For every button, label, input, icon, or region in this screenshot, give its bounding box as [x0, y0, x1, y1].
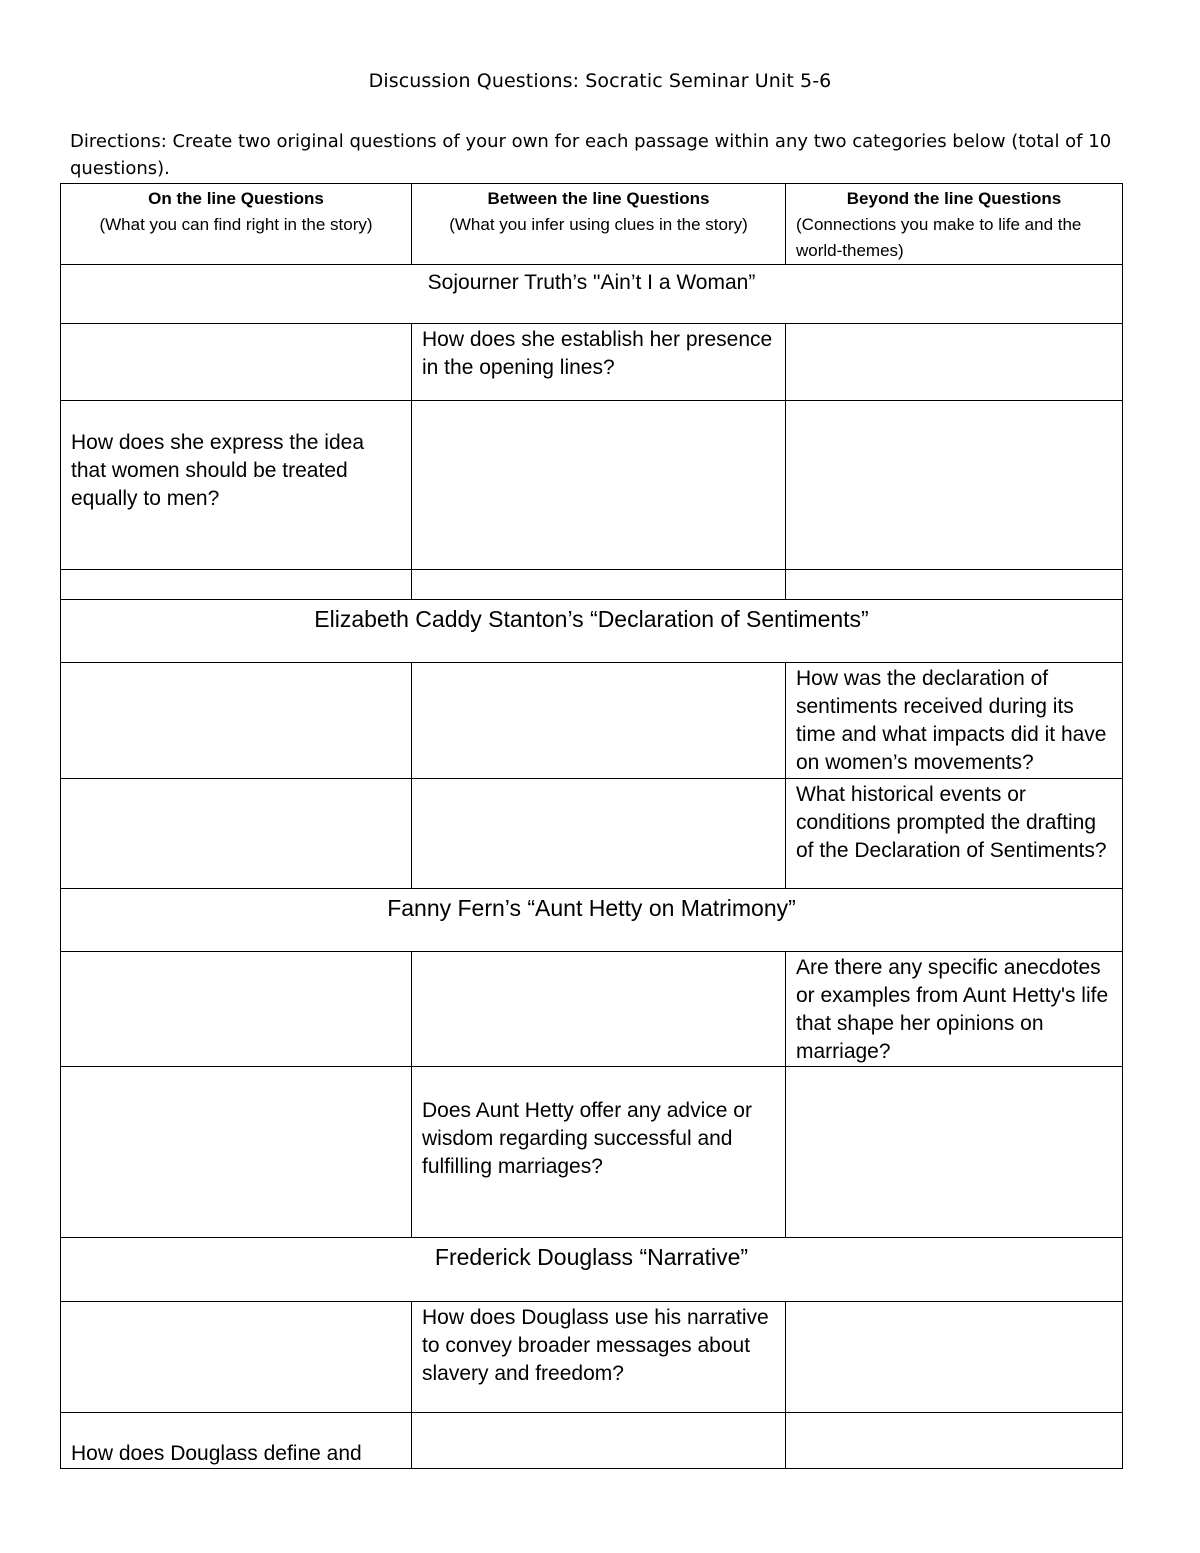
- passage-row: [61, 889, 1123, 952]
- between-the-line-cell: [412, 570, 786, 600]
- questions-table: [60, 183, 1123, 1469]
- table-row: [61, 1413, 1123, 1469]
- between-the-line-cell: How does she establish her presence in the opening lines?: [412, 324, 786, 401]
- passage-title: Sojourner Truth’s "Ain’t I a Woman”: [61, 265, 1123, 324]
- column-subheading: (What you can find right in the story): [99, 215, 373, 234]
- column-heading: On the line Questions: [148, 189, 324, 208]
- between-the-line-cell: [412, 1413, 786, 1469]
- on-the-line-cell: [61, 1302, 412, 1413]
- column-header-beyond-the-line: [786, 184, 1123, 265]
- beyond-the-line-cell: What historical events or conditions prompted the drafting of the Declaration of Sentiments?: [786, 779, 1123, 889]
- beyond-the-line-cell: Are there any specific anecdotes or examples from Aunt Hetty's life that shape her opinions on marriage?: [786, 952, 1123, 1067]
- between-the-line-cell: How does Douglass use his narrative to convey broader messages about slavery and freedom?: [412, 1302, 786, 1413]
- table-row: [61, 1302, 1123, 1413]
- beyond-the-line-cell: [786, 1413, 1123, 1469]
- on-the-line-cell: [61, 570, 412, 600]
- between-the-line-cell: [412, 401, 786, 570]
- page-title: Discussion Questions: Socratic Seminar Unit 5-6: [368, 70, 832, 92]
- on-the-line-cell: [61, 1067, 412, 1238]
- passage-title: Frederick Douglass “Narrative”: [61, 1238, 1123, 1302]
- column-subheading: (What you infer using clues in the story): [449, 215, 748, 234]
- beyond-the-line-cell: [786, 1302, 1123, 1413]
- table-row: [61, 570, 1123, 600]
- passage-title: Fanny Fern’s “Aunt Hetty on Matrimony”: [61, 889, 1123, 952]
- beyond-the-line-cell: [786, 324, 1123, 401]
- between-the-line-cell: Does Aunt Hetty offer any advice or wisdom regarding successful and fulfilling marriages?: [412, 1067, 786, 1238]
- between-the-line-cell: [412, 779, 786, 889]
- table-row: [61, 779, 1123, 889]
- beyond-the-line-cell: [786, 1067, 1123, 1238]
- table-row: [61, 324, 1123, 401]
- on-the-line-cell: How does Douglass define and: [61, 1413, 412, 1469]
- column-header-between-the-line: [412, 184, 786, 265]
- table-header-row: [61, 184, 1123, 265]
- on-the-line-cell: How does she express the idea that women should be treated equally to men?: [61, 401, 412, 570]
- table-row: [61, 952, 1123, 1067]
- beyond-the-line-cell: [786, 570, 1123, 600]
- passage-title: Elizabeth Caddy Stanton’s “Declaration of Sentiments”: [61, 600, 1123, 663]
- beyond-the-line-cell: [786, 401, 1123, 570]
- table-row: [61, 1067, 1123, 1238]
- table-row: [61, 663, 1123, 779]
- between-the-line-cell: [412, 952, 786, 1067]
- on-the-line-cell: [61, 324, 412, 401]
- passage-row: [61, 1238, 1123, 1302]
- between-the-line-cell: [412, 663, 786, 779]
- beyond-the-line-cell: How was the declaration of sentiments received during its time and what impacts did it have on women’s movements?: [786, 663, 1123, 779]
- passage-row: [61, 265, 1123, 324]
- table-row: [61, 401, 1123, 570]
- column-header-on-the-line: [61, 184, 412, 265]
- on-the-line-cell: [61, 952, 412, 1067]
- column-heading: Beyond the line Questions: [846, 189, 1062, 208]
- on-the-line-cell: [61, 779, 412, 889]
- directions-text: Directions: Create two original questions of your own for each passage within any two categories below (total of 10 questions).: [70, 131, 1112, 179]
- on-the-line-cell: [61, 663, 412, 779]
- column-heading: Between the line Questions: [487, 189, 710, 208]
- column-subheading: (Connections you make to life and the world-themes): [796, 215, 1082, 260]
- passage-row: [61, 600, 1123, 663]
